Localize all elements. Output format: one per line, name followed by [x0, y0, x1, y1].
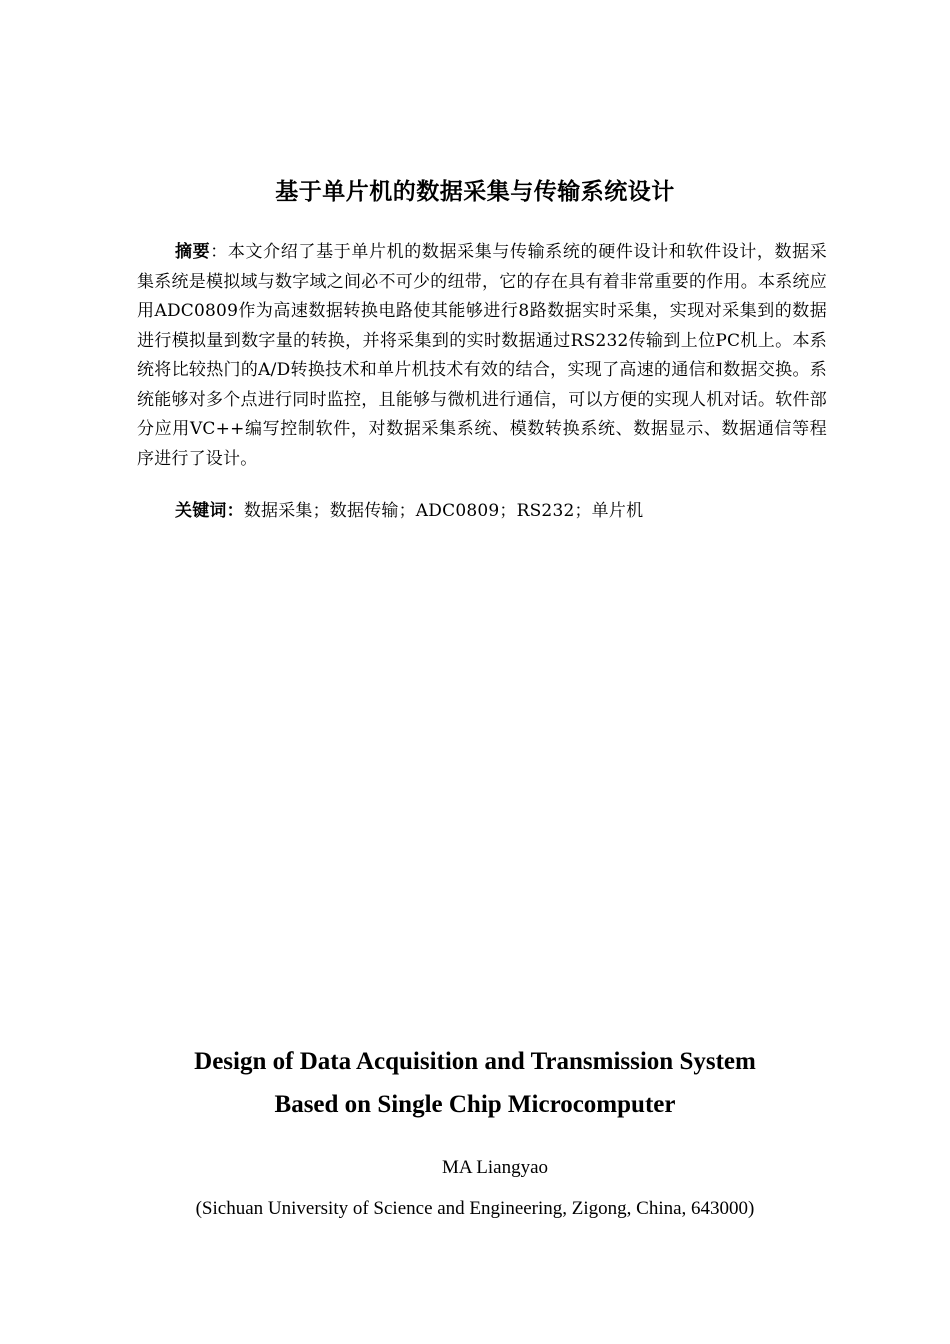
chinese-abstract [137, 238, 827, 474]
english-title [0, 1040, 950, 1126]
abstract-label: 摘要 [175, 242, 211, 262]
author-affiliation: (Sichuan University of Science and Engineering, Zigong, China, 643000) [195, 1198, 755, 1219]
keywords-text: 数据采集；数据传输；ADC0809；RS232；单片机 [243, 501, 644, 521]
chinese-title: 基于单片机的数据采集与传输系统设计 [275, 179, 675, 205]
keywords-label: 关键词 [175, 501, 227, 521]
abstract-separator: ： [210, 242, 228, 262]
abstract-text: 本文介绍了基于单片机的数据采集与传输系统的硬件设计和软件设计，数据采集系统是模拟域与数字域之间必不可少的纽带，它的存在具有着非常重要的作用。本系统应用ADC0809作为高速数据转换电路使其能够进行8路数据实时采集，实现对采集到的数据进行模拟量到数字量的转换，并将采集到的实时数据通过RS232传输到上位PC机上。本系统将比较热门的A/D转换技术和单片机技术有效的结合，实现了高速的通信和数据交换。系统能够对多个点进行同时监控，且能够与微机进行通信，可以方便的实现人机对话。软件部分应用VC++编写控制软件，对数据采集系统、模数转换系统、数据显示、数据通信等程序进行了设计。 [137, 242, 827, 469]
english-title-line-1: Design of Data Acquisition and Transmission System [194, 1048, 756, 1075]
english-title-line-2: Based on Single Chip Microcomputer [274, 1091, 676, 1118]
chinese-keywords [175, 497, 825, 526]
keywords-separator: ： [226, 501, 244, 521]
author-name: MA Liangyao [441, 1157, 549, 1178]
